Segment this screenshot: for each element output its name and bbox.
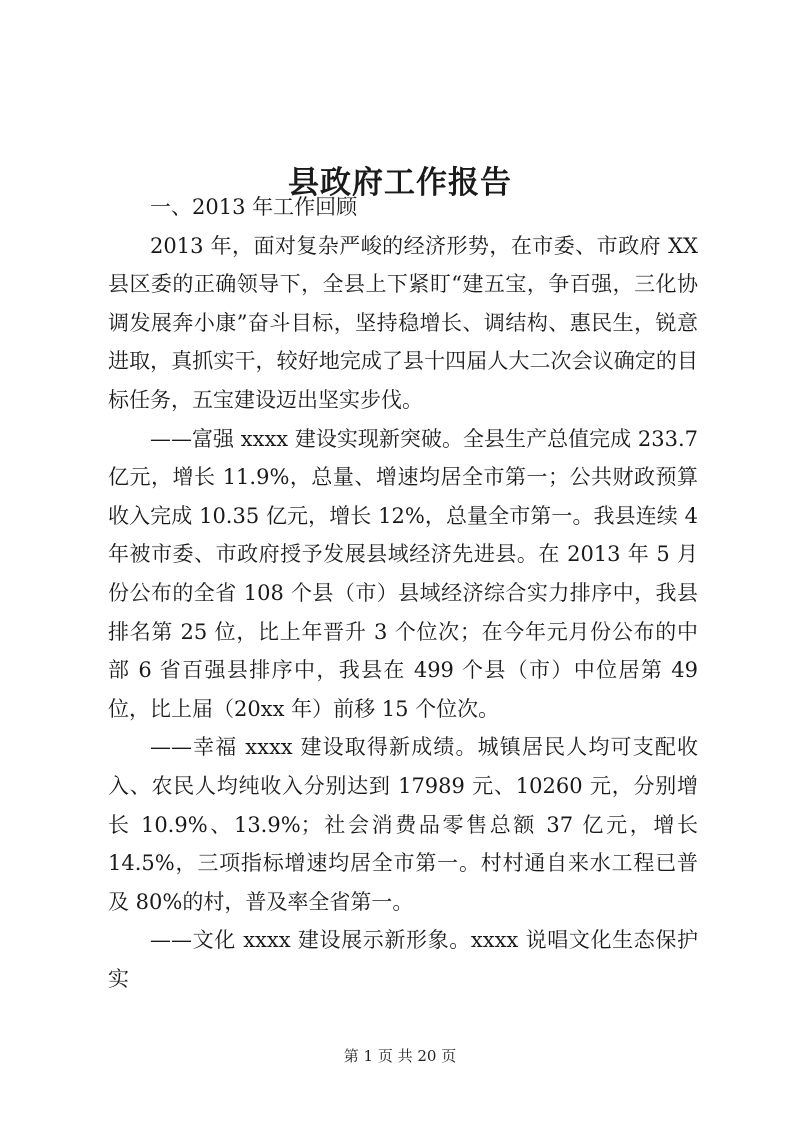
paragraph-happiness: ——幸福 xxxx 建设取得新成绩。城镇居民人均可支配收入、农民人均纯收入分别达到 17989 元、10260 元，分别增长 10.9%、13.9%；社会消费品零售总额 37 亿元，增长 14.5%，三项指标增速均居全市第一。村村通自来水工程已普及 80%的村，普及率全省第一。 [108, 735, 698, 914]
paragraph-culture: ——文化 xxxx 建设展示新形象。xxxx 说唱文化生态保护实 [108, 928, 698, 991]
paragraph-overview: 2013 年，面对复杂严峻的经济形势，在市委、市政府 XX 县区委的正确领导下，全县上下紧盯“建五宝，争百强，三化协调发展奔小康”奋斗目标，坚持稳增长、调结构、惠民生，锐意进取，真抓实干，较好地完成了县十四届人大二次会议确定的目标任务，五宝建设迈出坚实步伐。 [108, 233, 698, 412]
page-footer: 第 1 页 共 20 页 [343, 1047, 457, 1065]
document-body [108, 188, 698, 998]
page-title: 县政府工作报告 [288, 164, 512, 201]
section-heading: 一、2013 年工作回顾 [150, 195, 358, 219]
paragraph-prosperity: ——富强 xxxx 建设实现新突破。全县生产总值完成 233.7 亿元，增长 11.9%，总量、增速均居全市第一；公共财政预算收入完成 10.35 亿元，增长 12%，总量全市第一。我县连续 4 年被市委、市政府授予发展县域经济先进县。在 2013 年 5 月份公布的全省 108 个县（市）县域经济综合实力排序中，我县排名第 25 位，比上年晋升 3 个位次；在今年元月份公布的中部 6 省百强县排序中，我县在 499 个县（市）中位居第 49 位，比上届（20xx 年）前移 15 个位次。 [108, 426, 698, 721]
